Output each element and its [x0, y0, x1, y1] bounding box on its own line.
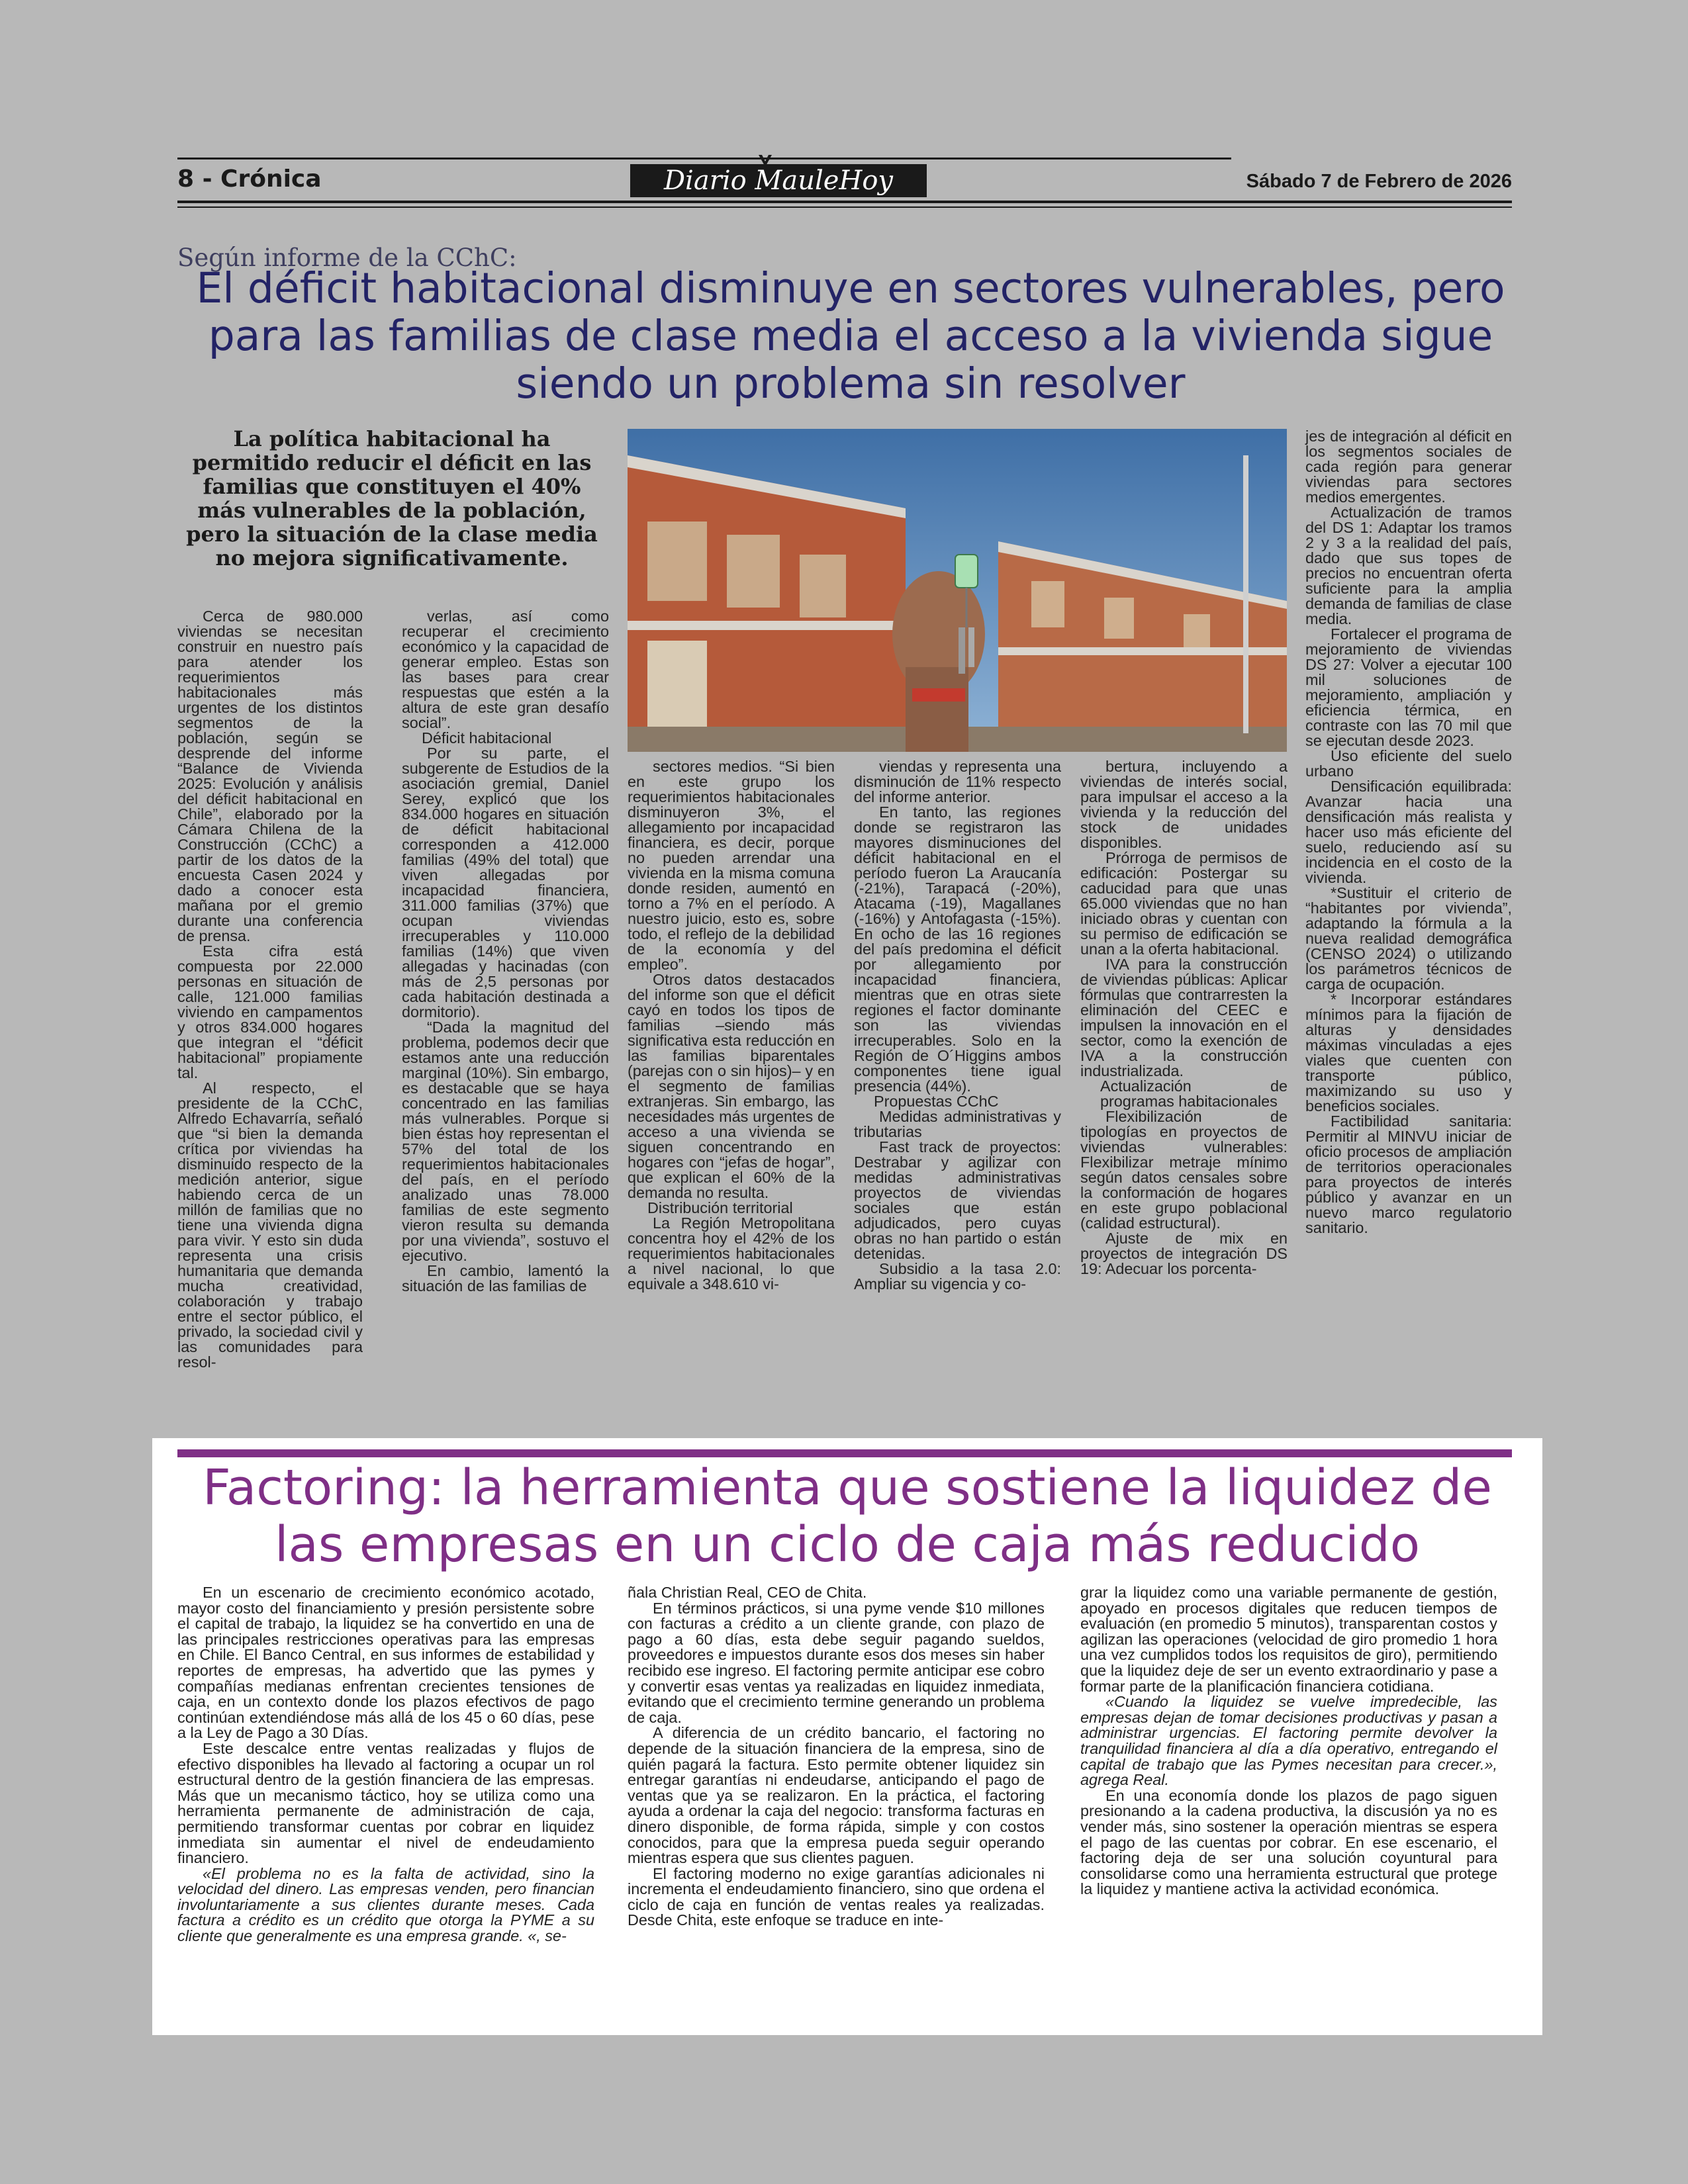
paragraph: ñala Christian Real, CEO de Chita.	[628, 1584, 867, 1601]
newspaper-logo: Diario MauleHoy	[630, 164, 927, 197]
paragraph: La Región Metropolitana concentra hoy el 42% de los requerimientos habitacionales a nivel nacional, lo que equivale a 348.610 vi-	[628, 1214, 835, 1293]
paragraph: Subsidio a la tasa 2.0: Ampliar su vigencia y co-	[854, 1260, 1061, 1293]
masthead-rule-thin	[177, 206, 1512, 208]
article1-kicker: Según informe de la CChC:	[177, 244, 517, 272]
paragraph: El factoring moderno no exige garantías adicionales ni incrementa el endeudamiento financiero, sino que ordena el ciclo de caja en función de ventas reales ya realizadas. Desde Chita, este enfoque se traduce en inte-	[628, 1864, 1045, 1929]
article2-headline: Factoring: la herramienta que sostiene la liquidez de las empresas en un ciclo de caja más reducido	[203, 1459, 1492, 1573]
paragraph: Uso eficiente del suelo urbano	[1305, 747, 1512, 780]
paragraph: Fortalecer el programa de mejoramiento de viviendas DS 27: Volver a ejecutar 100 mil soluciones de mejoramiento, ampliación y eficiencia térmica, en contraste con las 70 mil que se ejecutan desde 2023.	[1305, 625, 1512, 749]
paragraph: Fast track de proyectos: Destrabar y agilizar con medidas administrativas proyectos de viviendas sociales que están adjudicados, pero cuyas obras no han partido o están detenidas.	[854, 1138, 1061, 1262]
article1-column-2	[402, 609, 609, 1294]
article1-photo	[628, 429, 1287, 752]
paragraph: Esta cifra está compuesta por 22.000 personas en situación de calle, 121.000 familias viviendo en campamentos y otros 834.000 hogares que integran el “déficit habitacional” propiamente tal.	[177, 942, 363, 1081]
paragraph: Actualización de tramos del DS 1: Adaptar los tramos 2 y 3 a la realidad del país, dado que sus topes de precios no encuentran oferta suficiente para la amplia demanda de familias de clase media.	[1305, 504, 1512, 627]
section-label: 8 - Crónica	[177, 165, 322, 193]
article1-column-6	[1305, 429, 1512, 1236]
subheading: Actualización de programas habitacionales	[1100, 1077, 1288, 1110]
article2-column-3	[1080, 1585, 1497, 1897]
paragraph: Ajuste de mix en proyectos de integración DS 19: Adecuar los porcenta-	[1080, 1230, 1288, 1277]
quote-paragraph: «Cuando la liquidez se vuelve impredecible, las empresas dejan de tomar decisiones productivas y pasan a administrar urgencias. El factoring permite devolver la tranquilidad financiera al día a día operativo, entregando el capital de trabajo que las Pymes necesitan para crecer.», agrega Real.	[1080, 1693, 1497, 1789]
masthead-top-rule	[177, 158, 1231, 159]
paragraph: Medidas administrativas y tributarias	[854, 1108, 1061, 1140]
paragraph: grar la liquidez como una variable permanente de gestión, apoyado en procesos digitales que reducen tiempos de evaluación (en promedio 5 minutos), transparentan costos y agilizan las operaciones (velocidad de giro promedio 1 hora una vez cumplidos todos los requisitos de giro), permitiendo que la liquidez deje de ser un evento extraordinario y pase a formar parte de la planificación financiera cotidiana.	[1080, 1584, 1497, 1695]
article2-column-1	[177, 1585, 594, 1944]
article1-column-1	[177, 609, 363, 1370]
masthead-rule	[177, 201, 1512, 203]
paragraph: Otros datos destacados del informe son que el déficit cayó en todos los tipos de familias –siendo más significativa esta reducción en las familias biparentales (parejas con o sin hijos)– y en el segmento de familias extranjeras. Sin embargo, las necesidades más urgentes de acceso a una vivienda se siguen concentrando en hogares con “jefas de hogar”, que explican el 60% de la demanda no resulta.	[628, 971, 835, 1201]
article1-lead: La política habitacional ha permitido reducir el déficit en las familias que constituyen el 40% más vulnerables de la población, pero la situación de la clase media no mejora significativamente.	[186, 426, 598, 570]
paragraph: Por su parte, el subgerente de Estudios de la asociación gremial, Daniel Serey, explicó que los 834.000 hogares en situación de déficit habitacional corresponden a 412.000 familias (49% del total) que viven allegadas por incapacidad financiera, 311.000 familias (37%) que ocupan viviendas irrecuperables y 110.000 familias (14%) que viven allegadas y hacinadas (con más de 2,5 personas por cada habitación destinada a dormitorio).	[402, 745, 609, 1021]
paragraph: IVA para la construcción de viviendas públicas: Aplicar fórmulas que contrarresten la eliminación del CEEC e impulsen la innovación en el sector, como la exención de IVA a la construcción industrializada.	[1080, 956, 1288, 1079]
article1-column-4	[854, 759, 1061, 1292]
paragraph: Densificación equilibrada: Avanzar hacia una densificación más realista y hacer uso más eficiente del suelo, reduciendo así su incidencia en el costo de la vivienda.	[1305, 778, 1512, 886]
paragraph: En términos prácticos, si una pyme vende $10 millones con facturas a crédito a un cliente grande, con plazo de pago a 60 días, esta debe seguir pagando sueldos, proveedores e impuestos durante esos dos meses sin haber recibido ese ingreso. El factoring permite anticipar ese cobro y convertir esas ventas ya realizadas en liquidez inmediata, evitando que el crecimiento termine generando un problema de caja.	[628, 1599, 1045, 1726]
paragraph: jes de integración al déficit en los segmentos sociales de cada región para generar viviendas para sectores medios emergentes.	[1305, 428, 1512, 506]
paragraph: *Sustituir el criterio de “habitantes por vivienda”, adaptando la fórmula a la nueva realidad demográfica (CENSO 2024) o utilizando los parámetros técnicos de carga de ocupación.	[1305, 884, 1512, 993]
paragraph: En tanto, las regiones donde se registraron las mayores disminuciones del déficit habitacional en el período fueron La Araucanía (-21%), Tarapacá (-20%), Atacama (-19), Magallanes (-16%) y Antofagasta (-15%). En ocho de las 16 regiones del país predomina el déficit por allegamiento por incapacidad financiera, mientras que en otras siete regiones el factor dominante son las viviendas irrecuperables. Solo en la Región de O´Higgins ambos componentes tiene igual presencia (44%).	[854, 803, 1061, 1095]
subheading: Déficit habitacional	[422, 729, 552, 747]
article1-column-3	[628, 759, 835, 1292]
article2-column-2	[628, 1585, 1045, 1929]
paragraph: * Incorporar estándares mínimos para la fijación de alturas y densidades máximas vinculadas a ejes viales que cuenten con transporte público, maximizando su uso y beneficios sociales.	[1305, 991, 1512, 1115]
paragraph: Este descalce entre ventas realizadas y flujos de efectivo disponibles ha llevado al factoring a ocupar un rol estructural dentro de la gestión financiera de las empresas. Más que un mecanismo táctico, hoy se utiliza como una herramienta permanente de administración de caja, permitiendo transformar cuentas por cobrar en liquidez inmediata sin aumentar el nivel de endeudamiento financiero.	[177, 1739, 594, 1867]
paragraph: verlas, así como recuperar el crecimiento económico y la capacidad de generar empleo. Estas son las bases para crear respuestas que estén a la altura de este gran desafío social”.	[402, 608, 609, 731]
paragraph: “Dada la magnitud del problema, podemos decir que estamos ante una reducción marginal (10%). Sin embargo, es destacable que se haya concentrado en las familias más vulnerables. Porque si bien éstas hoy representan el 57% del total de los requerimientos habitacionales del país, en el período analizado unas 78.000 familias de este segmento vieron resulta su demanda por una vivienda”, sostuvo el ejecutivo.	[402, 1019, 609, 1264]
quote-paragraph: «El problema no es la falta de actividad, sino la velocidad del dinero. Las empresas venden, pero financian involuntariamente a sus clientes durante meses. Cada factura a crédito es un crédito que otorga la PYME a su cliente que generalmente es una empresa grande. «, se-	[177, 1864, 594, 1945]
article1-column-5	[1080, 759, 1288, 1277]
article2-top-rule	[177, 1449, 1512, 1457]
paragraph: Prórroga de permisos de edificación: Postergar su caducidad para que unas 65.000 viviendas que no han iniciado obras y cuentan con su permiso de edificación se unan a la oferta habitacional.	[1080, 849, 1288, 958]
paragraph: A diferencia de un crédito bancario, el factoring no depende de la situación financiera de la empresa, sino de quién pagará la factura. Esto permite obtener liquidez sin entregar garantías ni endeudarse, anticipando el pago de ventas que ya se realizaron. En la práctica, el factoring ayuda a ordenar la caja del negocio: transforma facturas en dinero disponible, de forma rápida, simple y con costos conocidos, para que la empresa pueda seguir operando mientras espera que sus clientes paguen.	[628, 1724, 1045, 1867]
paragraph: En un escenario de crecimiento económico acotado, mayor costo del financiamiento y presión persistente sobre el capital de trabajo, la liquidez se ha convertido en una de las principales restricciones operativas para las empresas en Chile. El Banco Central, en sus informes de estabilidad y reportes de empresas, ha advertido que las pymes y compañías medianas enfrentan crecientes tensiones de caja, en un contexto donde los plazos efectivos de pago continúan extendiéndose más allá de los 45 o 60 días, pese a la Ley de Pago a 30 Días.	[177, 1584, 594, 1742]
paragraph: sectores medios. “Si bien en este grupo los requerimientos habitacionales disminuyeron 3%, el allegamiento por incapacidad financiera, es decir, porque no pueden arrendar una vivienda en la misma comuna donde residen, aumentó en torno a 7% en el período. A nuestro juicio, esto es, sobre todo, el reflejo de la debilidad de la economía y del empleo”.	[628, 758, 835, 973]
subheading: Propuestas CChC	[874, 1093, 999, 1110]
paragraph: En cambio, lamentó la situación de las familias de	[402, 1262, 609, 1295]
subheading: Distribución territorial	[647, 1199, 793, 1216]
paragraph: bertura, incluyendo a viviendas de interés social, para impulsar el acceso a la vivienda y la reducción del stock de unidades disponibles.	[1080, 758, 1288, 851]
paragraph: Flexibilización de tipologías en proyectos de viviendas vulnerables: Flexibilizar metraje mínimo según datos censales sobre la conformación de hogares en este grupo poblacional (calidad estructural).	[1080, 1108, 1288, 1232]
article1-headline: El déficit habitacional disminuye en sectores vulnerables, pero para las familias de clase media el acceso a la vivienda sigue siendo un problema sin resolver	[196, 264, 1505, 408]
paragraph: En una economía donde los plazos de pago siguen presionando a la cadena productiva, la discusión ya no es vender más, sino sostener la operación mientras se espera el pago de las cuentas por cobrar. En ese escenario, el factoring deja de ser una solución coyuntural para consolidarse como una herramienta estructural que protege la liquidez y mantiene activa la actividad económica.	[1080, 1786, 1497, 1898]
paragraph: Factibilidad sanitaria: Permitir al MINVU iniciar de oficio procesos de ampliación de territorios operacionales para proyectos de interés público y avanzar en un nuevo marco regulatorio sanitario.	[1305, 1113, 1512, 1236]
paragraph: Al respecto, el presidente de la CChC, Alfredo Echavarría, señaló que “si bien la demanda crítica por viviendas ha disminuido respecto de la medición anterior, sigue habiendo cerca de un millón de familias que no tiene una vivienda digna para vivir. Y esto sin duda representa una crisis humanitaria que demanda mucha creatividad, colaboración y trabajo entre el sector público, el privado, la sociedad civil y las comunidades para resol-	[177, 1079, 363, 1371]
issue-date: Sábado 7 de Febrero de 2026	[1246, 171, 1512, 192]
paragraph: viendas y representa una disminución de 11% respecto del informe anterior.	[854, 758, 1061, 805]
paragraph: Cerca de 980.000 viviendas se necesitan construir en nuestro país para atender los requerimientos habitacionales más urgentes de los distintos segmentos de la población, según se desprende del informe “Balance de Vivienda 2025: Evolución y análisis del déficit habitacional en Chile”, elaborado por la Cámara Chilena de la Construcción (CChC) a partir de los datos de la encuesta Casen 2024 y dado a conocer esta mañana por el gremio durante una conferencia de prensa.	[177, 608, 363, 944]
